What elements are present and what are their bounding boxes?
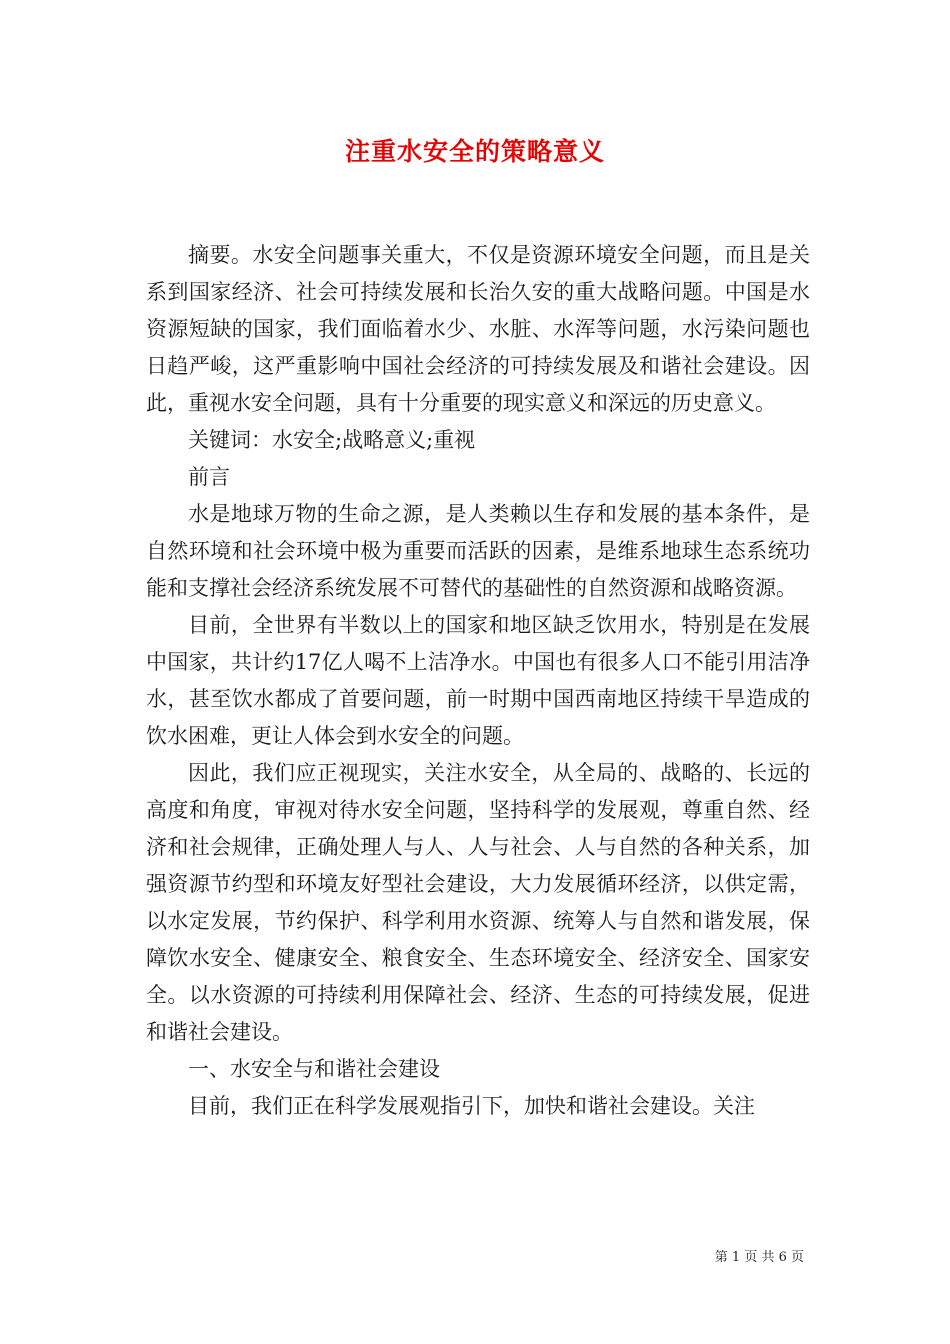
page-number-footer: 第 1 页 共 6 页 xyxy=(714,1250,804,1265)
preface-heading: 前言 xyxy=(188,465,230,489)
document-title: 注重水安全的策略意义 xyxy=(344,137,605,166)
body-paragraph: 因此，我们应正视现实，关注水安全，从全局的、战略的、长远的高度和角度，审视对待水安全问题，坚持科学的发展观，尊重自然、经济和社会规律，正确处理人与人、人与社会、人与自然的各种关系，加强资源节约型和环境友好型社会建设，大力发展循环经济，以供定需，以水定发展，节约保护、科学利用水资源、统筹人与自然和谐发展，保障饮水安全、健康安全、粮食安全、生态环境安全、经济安全、国家安全。以水资源的可持续利用保障社会、经济、生态的可持续发展，促进和谐社会建设。 xyxy=(146,761,810,1044)
section-heading: 一、水安全与和谐社会建设 xyxy=(188,1057,440,1081)
body-paragraph: 目前，全世界有半数以上的国家和地区缺乏饮用水，特别是在发展中国家，共计约17亿人喝不上洁净水。中国也有很多人口不能引用洁净水，甚至饮水都成了首要问题，前一时期中国西南地区持续干旱造成的饮水困难，更让人体会到水安全的问题。 xyxy=(146,613,810,748)
body-paragraph: 水是地球万物的生命之源，是人类赖以生存和发展的基本条件，是自然环境和社会环境中极为重要而活跃的因素，是维系地球生态系统功能和支撑社会经济系统发展不可替代的基础性的自然资源和战略资源。 xyxy=(146,502,810,600)
document-body xyxy=(146,237,810,1125)
keywords-paragraph: 关键词：水安全;战略意义;重视 xyxy=(188,428,476,452)
abstract-paragraph: 摘要。水安全问题事关重大，不仅是资源环境安全问题，而且是关系到国家经济、社会可持续发展和长治久安的重大战略问题。中国是水资源短缺的国家，我们面临着水少、水脏、水浑等问题，水污染问题也日趋严峻，这严重影响中国社会经济的可持续发展及和谐社会建设。因此，重视水安全问题，具有十分重要的现实意义和深远的历史意义。 xyxy=(146,243,810,415)
body-paragraph: 目前，我们正在科学发展观指引下，加快和谐社会建设。关注 xyxy=(188,1094,755,1118)
